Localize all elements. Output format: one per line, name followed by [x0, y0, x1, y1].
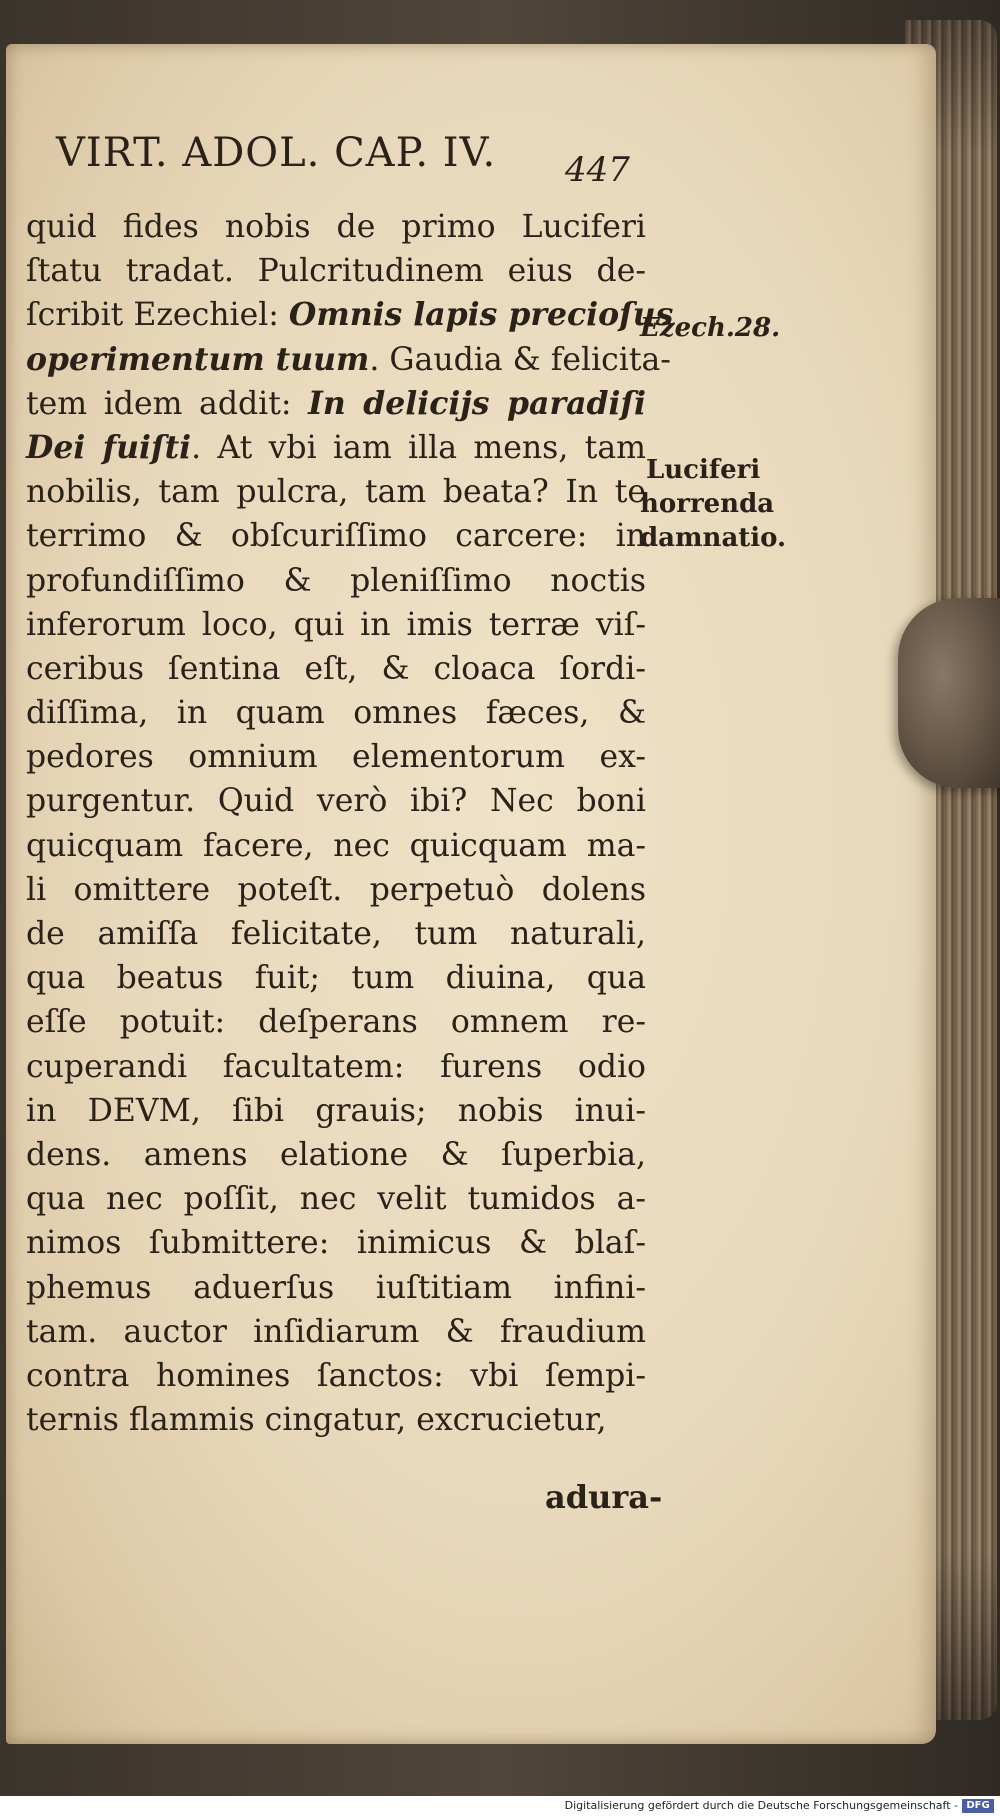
- digitization-credit: Digitalisierung gefördert durch die Deutsche Forschungsgemeinschaft -: [564, 1799, 958, 1812]
- text-line: [26, 647, 646, 691]
- text-line: [26, 293, 674, 337]
- text-line: [26, 912, 646, 956]
- text-line: [26, 956, 646, 1000]
- quotation-italic: Dei fuiſti: [26, 428, 192, 466]
- text-line: [26, 779, 646, 823]
- text-line: [26, 514, 646, 558]
- text-line: [26, 559, 646, 603]
- line-text: terrimo & obſcuriſſimo carcere: in: [26, 518, 646, 555]
- running-head: VIRT. ADOL. CAP. IV.: [56, 130, 497, 176]
- dfg-logo: DFG: [962, 1799, 994, 1813]
- page-number: 447: [565, 150, 630, 190]
- text-line: [26, 1045, 646, 1089]
- line-text: dens. amens elatione & ſuperbia,: [26, 1136, 646, 1173]
- text-line: [26, 338, 671, 382]
- text-line: [26, 1177, 646, 1221]
- line-text: de amiſſa felicitate, tum naturali,: [26, 916, 646, 952]
- quotation-italic: operimentum tuum: [26, 340, 370, 378]
- text-line: [26, 1266, 646, 1310]
- marginal-line: horrenda: [640, 489, 775, 519]
- marginal-line: Luciferi: [646, 455, 761, 485]
- text-line: [26, 691, 646, 735]
- line-text: pedores omnium elementorum ex-: [26, 739, 646, 776]
- catchword: adura-: [545, 1478, 663, 1516]
- line-text: li omittere poteſt. perpetuò dolens: [26, 871, 646, 908]
- text-line: [26, 1133, 646, 1177]
- line-text: quicquam facere, nec quicquam ma-: [26, 827, 646, 864]
- text-line: [26, 1354, 646, 1398]
- text-line: [26, 249, 646, 293]
- text-line: [26, 868, 646, 912]
- text-line: [26, 1089, 646, 1133]
- line-text: ternis flammis cingatur, excrucietur,: [26, 1402, 607, 1439]
- text-line: [26, 1000, 646, 1044]
- line-text: phemus aduerſus iuſtitiam infini-: [26, 1269, 646, 1306]
- text-line: [26, 603, 646, 647]
- line-text: ceribus ſentina eſt, & cloaca ſordi-: [26, 650, 646, 687]
- line-text: purgentur. Quid verò ibi? Nec boni: [26, 783, 646, 820]
- line-text: contra homines ſanctos: vbi ſempi-: [26, 1357, 646, 1394]
- text-line: [26, 382, 646, 426]
- text-line: [26, 1398, 646, 1442]
- line-text: profundiſſimo & pleniſſimo noctis: [26, 562, 646, 599]
- line-text: . At vbi iam illa mens, tam: [191, 429, 646, 466]
- body-text: [26, 205, 674, 1442]
- line-text: qua beatus fuit; tum diuina, qua: [26, 960, 646, 997]
- line-text: tam. auctor inſidiarum & fraudium: [26, 1313, 646, 1350]
- line-text: diſſima, in quam omnes fæces, &: [26, 695, 646, 732]
- text-line: [26, 426, 646, 470]
- line-text: cuperandi facultatem: furens odio: [26, 1048, 646, 1085]
- quotation-italic: In delicijs paradiſi: [308, 384, 646, 422]
- line-text: . Gaudia & felicita-: [369, 341, 671, 378]
- text-line: [26, 1310, 646, 1354]
- text-line: [26, 1221, 646, 1265]
- text-line: [26, 205, 646, 249]
- marginal-note-luciferi: [640, 453, 810, 555]
- line-text: inferorum loco, qui in imis terræ viſ-: [26, 606, 646, 643]
- line-text: ſtatu tradat. Pulcritudinem eius de-: [26, 253, 646, 290]
- book-clasp: [898, 598, 1000, 788]
- line-text: eſſe potuit: deſperans omnem re-: [26, 1004, 646, 1041]
- line-text: quid fides nobis de primo Luciferi: [26, 209, 646, 245]
- text-line: [26, 735, 646, 779]
- marginal-note-ezech: Ezech.28.: [640, 313, 781, 343]
- line-text: in DEVM, ſibi grauis; nobis inui-: [26, 1092, 646, 1129]
- line-text: ſcribit Ezechiel:: [26, 297, 289, 334]
- line-text: nimos ſubmittere: inimicus & blaſ-: [26, 1225, 646, 1262]
- marginal-line: damnatio.: [640, 523, 787, 553]
- text-line: [26, 470, 646, 514]
- line-text: tem idem addit:: [26, 385, 309, 422]
- quotation-italic: Omnis lapis precioſus: [288, 296, 674, 334]
- line-text: nobilis, tam pulcra, tam beata? In te: [26, 474, 646, 511]
- line-text: qua nec poſſit, nec velit tumidos a-: [26, 1181, 646, 1218]
- text-line: [26, 824, 646, 868]
